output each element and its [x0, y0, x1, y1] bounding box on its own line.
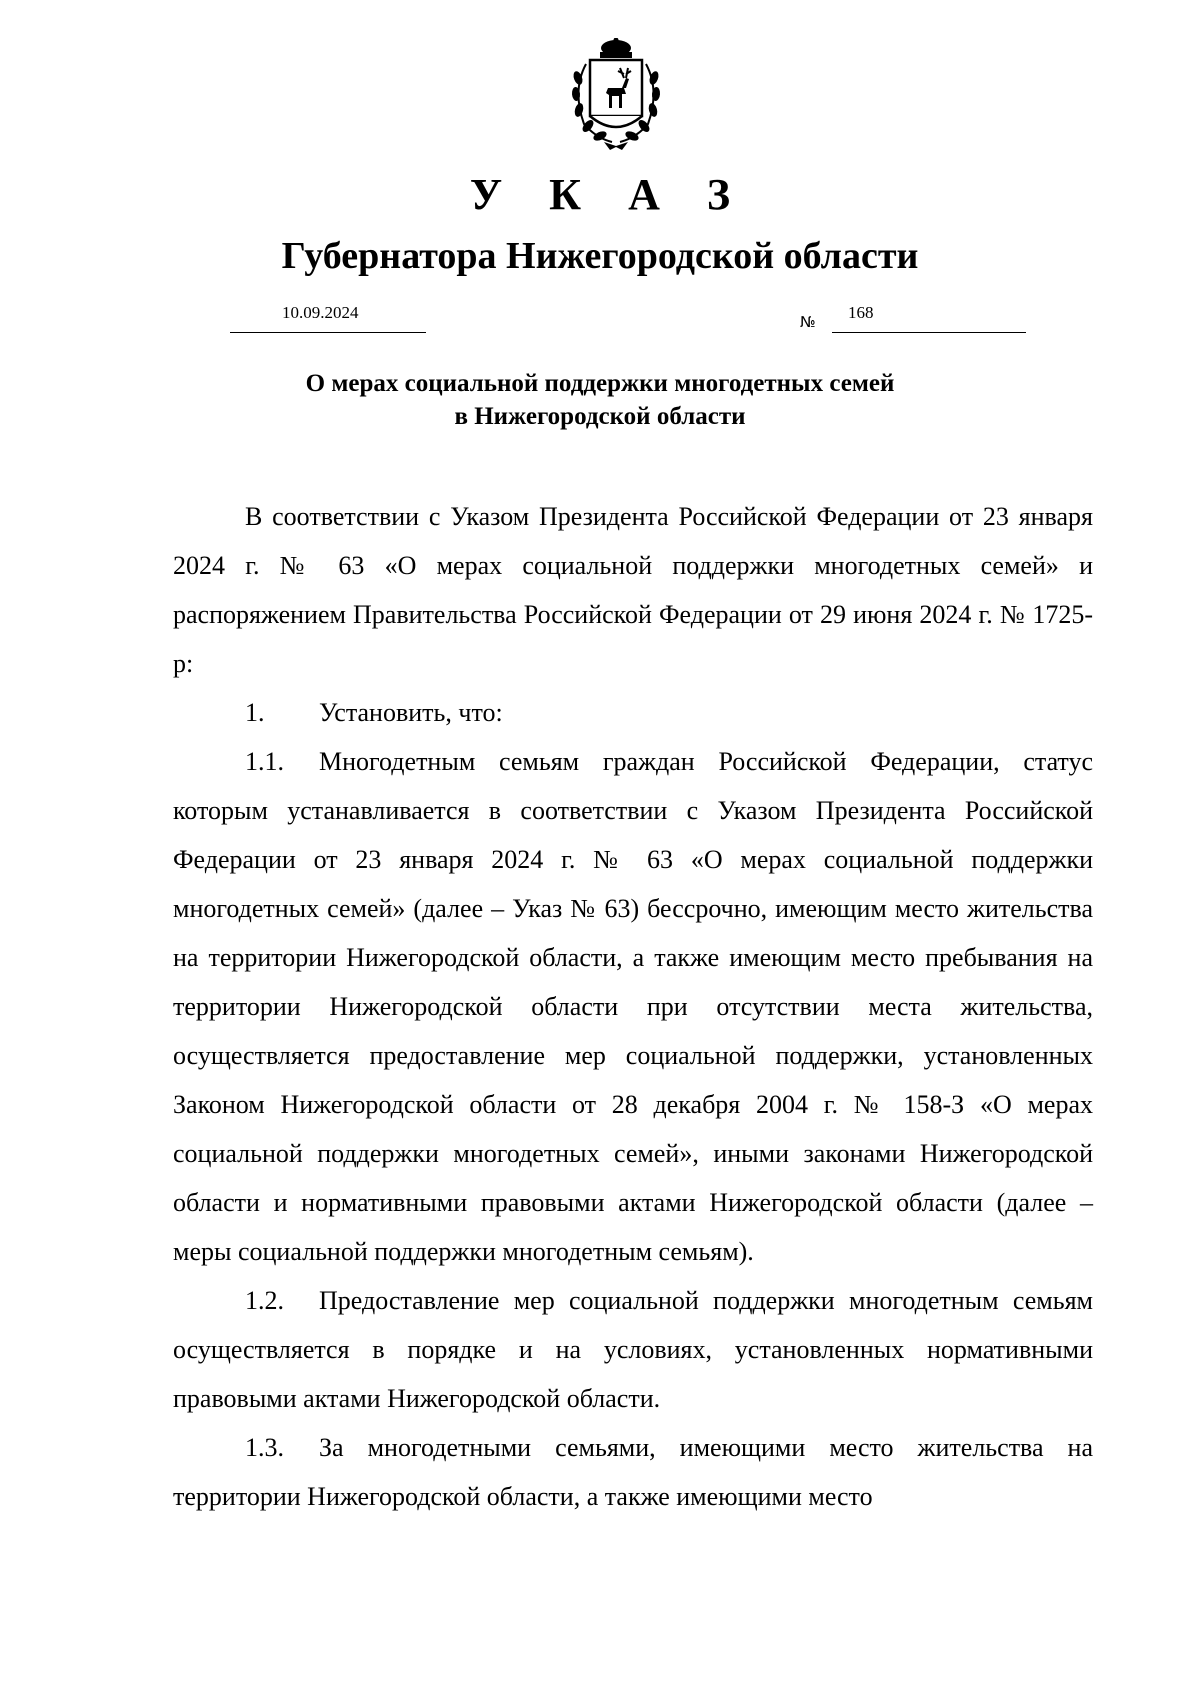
subject-line-1: О мерах социальной поддержки многодетных семей — [305, 370, 895, 397]
paragraph-1-2 — [173, 1276, 1093, 1423]
paragraph-1-1 — [173, 737, 1093, 1276]
paragraph-number: 1.1. — [245, 747, 284, 776]
paragraph-text: Установить, что: — [319, 698, 503, 727]
issuer-heading: Губернатора Нижегородской области — [281, 235, 919, 277]
paragraph-text: Предоставление мер социальной поддержки многодетным семьям осуществляется в порядке и на условиях, установленных нормативными правовыми актами Нижегородской области. — [173, 1286, 1093, 1413]
paragraph-number: 1.2. — [245, 1286, 284, 1315]
paragraph-number: 1. — [245, 698, 265, 727]
paragraph-text: Многодетным семьям граждан Российской Федерации, статус которым устанавливается в соответствии с Указом Президента Российской Федерации от 23 января 2024 г. № 63 «О мерах социальной поддержки многодетных семей» (далее – Указ № 63) бессрочно, имеющим место жительства на территории Нижегородской области, а также имеющим место пребывания на территории Нижегородской области при отсутствии места жительства, осуществляется предоставление мер социальной поддержки, установленных Законом Нижегородской области от 28 декабря 2004 г. № 158-З «О мерах социальной поддержки многодетных семей», иными законами Нижегородской области и нормативными правовыми актами Нижегородской области (далее – меры социальной поддержки многодетным семьям). — [173, 747, 1093, 1266]
document-body — [173, 492, 1093, 1521]
document-number: 168 — [848, 303, 874, 322]
preamble-paragraph: В соответствии с Указом Президента Российской Федерации от 23 января 2024 г. № 63 «О мерах социальной поддержки многодетных семей» и распоряжением Правительства Российской Федерации от 29 июня 2024 г. № 1725-р: — [173, 502, 1093, 678]
subject-line-2: в Нижегородской области — [454, 403, 746, 430]
coat-of-arms-icon — [564, 38, 668, 150]
document-type-heading: У К А З — [469, 170, 749, 219]
paragraph-1-3 — [173, 1423, 1093, 1521]
document-subject — [0, 367, 1200, 433]
document-date: 10.09.2024 — [282, 303, 359, 322]
document-number-label: № — [800, 313, 816, 331]
document-number-field — [832, 300, 1026, 333]
paragraph-1 — [173, 688, 1093, 737]
paragraph-text: За многодетными семьями, имеющими место жительства на территории Нижегородской области, а также имеющими место — [173, 1433, 1093, 1511]
paragraph-number: 1.3. — [245, 1433, 284, 1462]
document-date-field — [230, 300, 426, 333]
